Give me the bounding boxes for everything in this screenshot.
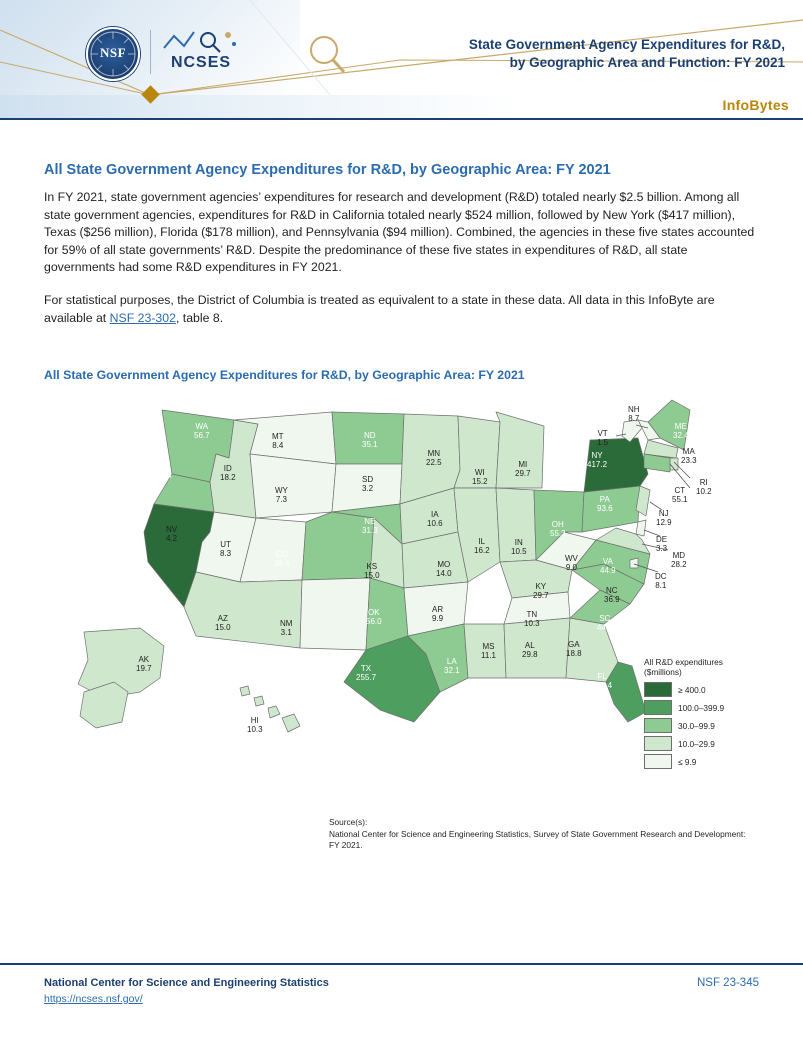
state-value-WY: 7.3: [275, 495, 287, 505]
state-code-CA: CA: [128, 557, 140, 566]
state-code-VT: VT: [597, 429, 608, 438]
state-code-AL: AL: [524, 641, 535, 650]
state-value-MO: 14.0: [436, 569, 452, 579]
state-code-RI: RI: [699, 478, 708, 487]
footer-url-link[interactable]: https://ncses.nsf.gov/: [44, 993, 143, 1005]
state-code-DC: DC: [655, 572, 667, 581]
state-value-CT: 55.1: [672, 495, 688, 505]
state-label-OK: [366, 608, 382, 627]
state-code-WV: WV: [565, 554, 578, 563]
state-label-DC: [655, 572, 667, 591]
state-value-WV: 9.0: [565, 563, 577, 573]
state-label-MN: [426, 449, 442, 468]
legend-label: 100.0–399.9: [678, 702, 725, 713]
state-value-TX: 255.7: [356, 673, 377, 683]
state-code-DE: DE: [656, 535, 668, 544]
logo-divider: [150, 30, 151, 74]
state-code-NC: NC: [606, 586, 618, 595]
state-code-LA: LA: [446, 657, 457, 666]
state-label-AZ: [215, 614, 231, 633]
intro-paragraph: In FY 2021, state government agencies’ expenditures for research and development (R&D) totaled nearly $2.5 billion. Among all state government agencies, expenditures for R&D in California totaled nearly $524 million, followed by New York ($417 million), Texas ($256 million), Florida ($178 million), and Pennsylvania ($94 million). Combined, the agencies in these five states accounted for 59% of all state governments’ R&D. Despite the predominance of these five states in expenditures of R&D, all state governments had some R&D expenditures in FY 2021.: [44, 190, 755, 275]
state-label-AK: [136, 655, 152, 674]
state-value-NC: 36.9: [604, 595, 620, 605]
note-paragraph-pre: For statistical purposes, the District of Columbia is treated as equivalent to a state in these data. All data in this InfoByte are available at: [44, 293, 715, 325]
state-code-FL: FL: [597, 672, 607, 681]
state-label-GA: [566, 640, 582, 659]
state-code-MI: MI: [518, 460, 528, 469]
state-label-NE: [362, 517, 378, 536]
state-code-CO: CO: [275, 550, 288, 559]
state-label-WY: [275, 486, 288, 505]
state-value-WI: 15.2: [472, 477, 488, 487]
footer-organization: National Center for Science and Engineering Statistics: [44, 977, 329, 989]
state-value-DC: 8.1: [655, 581, 667, 591]
state-value-OK: 56.0: [366, 617, 382, 627]
state-value-NE: 31.3: [362, 526, 378, 536]
state-label-HI: [247, 716, 263, 735]
state-value-LA: 32.1: [444, 666, 460, 676]
state-code-NJ: NJ: [658, 509, 669, 518]
state-label-LA: [444, 657, 460, 676]
state-value-ID: 18.2: [220, 473, 236, 483]
state-label-KY: [533, 582, 549, 601]
state-code-NE: NE: [364, 517, 376, 526]
state-label-DE: [656, 535, 667, 554]
legend-item: [644, 700, 764, 715]
nsf-logo-text: NSF: [99, 45, 127, 60]
state-value-MD: 28.2: [671, 560, 687, 570]
source-text: National Center for Science and Engineering Statistics, Survey of State Government Research and Development: FY 2021.: [329, 828, 746, 850]
footer-report-number: NSF 23-345: [696, 977, 759, 989]
state-value-TN: 10.3: [524, 619, 540, 629]
page-title: [355, 36, 785, 72]
state-value-AZ: 15.0: [215, 623, 231, 633]
state-code-AK: AK: [138, 655, 150, 664]
state-code-ME: ME: [674, 422, 687, 431]
state-label-CA: [124, 557, 144, 576]
state-label-MA: [681, 447, 697, 466]
state-value-NV: 4.2: [166, 534, 178, 544]
footer-divider: [0, 963, 803, 965]
ncses-logo-text: NCSES: [170, 54, 232, 71]
header-strip: [0, 95, 803, 120]
state-value-DE: 3.3: [656, 544, 668, 554]
state-label-NV: [166, 525, 177, 544]
magnifier-icon: [307, 34, 347, 74]
state-label-IA: [427, 510, 443, 529]
legend-label: 10.0–29.9: [678, 738, 715, 749]
state-label-WI: [472, 468, 488, 487]
state-label-MS: [481, 642, 496, 661]
state-label-OH: [550, 520, 566, 539]
state-code-CT: CT: [674, 486, 686, 495]
state-label-SC: [597, 614, 613, 633]
state-code-OR: OR: [157, 462, 170, 471]
state-value-AK: 19.7: [136, 664, 152, 674]
state-value-FL: 178.4: [592, 681, 613, 691]
state-label-MO: [436, 560, 452, 579]
state-code-AZ: AZ: [217, 614, 228, 623]
state-code-TX: TX: [360, 664, 372, 673]
state-value-IL: 16.2: [474, 546, 490, 556]
state-value-NH: 8.7: [628, 414, 640, 424]
state-label-MD: [671, 551, 687, 570]
state-value-NM: 3.1: [280, 628, 292, 638]
state-value-HI: 10.3: [247, 725, 263, 735]
legend-swatch: [644, 718, 672, 733]
state-label-TN: [524, 610, 540, 629]
page-title-line1: State Government Agency Expenditures for R&D,: [468, 37, 785, 52]
state-code-TN: TN: [526, 610, 538, 619]
note-paragraph: [44, 292, 759, 327]
state-label-NY: [587, 451, 607, 470]
state-label-CO: [274, 550, 290, 569]
state-value-AR: 9.9: [432, 614, 444, 624]
legend-title: [644, 657, 764, 677]
state-label-ME: [673, 422, 689, 441]
state-value-OH: 55.3: [550, 529, 566, 539]
state-code-NH: NH: [628, 405, 640, 414]
legend-title-line2: ($millions): [644, 667, 682, 677]
state-label-AR: [432, 605, 443, 624]
state-value-IN: 10.5: [511, 547, 527, 557]
state-value-RI: 10.2: [696, 487, 712, 497]
choropleth-map: [44, 392, 759, 872]
state-code-MN: MN: [427, 449, 441, 458]
legend-swatch: [644, 700, 672, 715]
legend-title-line1: All R&D expenditures: [644, 657, 723, 667]
state-code-MS: MS: [482, 642, 495, 651]
state-label-IN: [511, 538, 527, 557]
state-value-IA: 10.6: [427, 519, 443, 529]
state-label-WA: [194, 422, 210, 441]
legend-item: [644, 754, 764, 769]
state-code-IN: IN: [514, 538, 523, 547]
state-label-FL: [592, 672, 612, 691]
state-value-AL: 29.8: [522, 650, 538, 660]
state-label-MT: [272, 432, 284, 451]
infobytes-label: InfoBytes: [722, 97, 789, 113]
state-value-MA: 23.3: [681, 456, 697, 466]
state-code-MT: MT: [272, 432, 284, 441]
state-value-KS: 15.0: [364, 571, 380, 581]
state-value-SD: 3.2: [362, 484, 374, 494]
state-value-MT: 8.4: [272, 441, 284, 451]
state-code-IA: IA: [431, 510, 439, 519]
state-value-OR: 37.4: [156, 471, 172, 481]
legend-label: ≤ 9.9: [678, 756, 697, 767]
state-label-NH: [628, 405, 640, 424]
state-value-PA: 93.6: [597, 504, 613, 514]
state-label-MI: [515, 460, 531, 479]
state-code-MO: MO: [437, 560, 451, 569]
map-legend: [644, 657, 764, 772]
note-paragraph-post: , table 8.: [175, 310, 224, 325]
page-header: [0, 0, 803, 95]
ncses-logo: [162, 28, 240, 76]
legend-label: ≥ 400.0: [678, 684, 706, 695]
state-code-SD: SD: [362, 475, 374, 484]
state-code-WY: WY: [275, 486, 288, 495]
source-label: Source(s):: [329, 817, 368, 827]
state-value-VT: 1.5: [597, 438, 609, 448]
state-value-MI: 29.7: [515, 469, 531, 479]
state-code-VA: VA: [602, 557, 613, 566]
state-label-KS: [364, 562, 380, 581]
state-label-RI: [696, 478, 712, 497]
state-value-ND: 35.1: [362, 440, 378, 450]
legend-label: 30.0–99.9: [678, 720, 715, 731]
state-code-NY: NY: [591, 451, 603, 460]
nsf-seal-logo: [86, 27, 140, 81]
state-code-NV: NV: [166, 525, 178, 534]
state-value-NJ: 12.9: [656, 518, 672, 528]
page-title-line2: by Geographic Area and Function: FY 2021: [509, 55, 785, 70]
state-code-AR: AR: [432, 605, 444, 614]
state-label-NC: [604, 586, 620, 605]
state-label-WV: [565, 554, 578, 573]
legend-item: [644, 718, 764, 733]
state-code-UT: UT: [220, 540, 231, 549]
state-value-VA: 44.9: [600, 566, 616, 576]
state-value-KY: 29.7: [533, 591, 549, 601]
legend-swatch: [644, 754, 672, 769]
state-code-KS: KS: [366, 562, 378, 571]
state-code-MD: MD: [672, 551, 686, 560]
state-code-HI: HI: [250, 716, 259, 725]
state-code-NM: NM: [280, 619, 293, 628]
legend-item: [644, 736, 764, 751]
state-value-ME: 32.4: [673, 431, 689, 441]
state-code-WA: WA: [195, 422, 209, 431]
state-label-PA: [597, 495, 613, 514]
state-value-MS: 11.1: [481, 651, 496, 661]
state-code-PA: PA: [599, 495, 610, 504]
state-code-WI: WI: [474, 468, 485, 477]
state-value-SC: 44.6: [597, 623, 613, 633]
state-value-UT: 8.3: [220, 549, 232, 559]
state-label-TX: [356, 664, 376, 683]
state-label-ND: [362, 431, 378, 450]
state-code-OK: OK: [368, 608, 380, 617]
legend-swatch: [644, 736, 672, 751]
state-code-OH: OH: [551, 520, 564, 529]
state-value-MN: 22.5: [426, 458, 442, 468]
state-label-NJ: [656, 509, 672, 528]
state-label-OR: [156, 462, 172, 481]
state-code-ND: ND: [364, 431, 376, 440]
source-note: [329, 817, 749, 852]
state-code-KY: KY: [535, 582, 547, 591]
state-value-CA: 523.8: [124, 566, 145, 576]
legend-item: [644, 682, 764, 697]
state-value-CO: 38.4: [274, 559, 290, 569]
state-code-ID: ID: [223, 464, 232, 473]
nsf-report-link[interactable]: NSF 23-302: [109, 310, 176, 325]
state-label-IL: [474, 537, 490, 556]
state-label-VA: [600, 557, 616, 576]
legend-swatch: [644, 682, 672, 697]
ncses-mark-icon: [162, 28, 240, 54]
state-value-GA: 18.8: [566, 649, 582, 659]
state-label-CT: [672, 486, 688, 505]
state-code-MA: MA: [682, 447, 695, 456]
chart-title: All State Government Agency Expenditures for R&D, by Geographic Area: FY 2021: [44, 368, 525, 382]
state-label-AL: [522, 641, 538, 660]
state-code-GA: GA: [568, 640, 580, 649]
state-label-SD: [362, 475, 373, 494]
state-value-NY: 417.2: [587, 460, 608, 470]
state-label-VT: [597, 429, 608, 448]
state-code-IL: IL: [478, 537, 486, 546]
state-code-SC: SC: [599, 614, 611, 623]
section-title: All State Government Agency Expenditures for R&D, by Geographic Area: FY 2021: [44, 162, 611, 178]
state-label-UT: [220, 540, 231, 559]
state-label-ID: [220, 464, 236, 483]
state-label-NM: [280, 619, 292, 638]
state-value-WA: 56.7: [194, 431, 210, 441]
